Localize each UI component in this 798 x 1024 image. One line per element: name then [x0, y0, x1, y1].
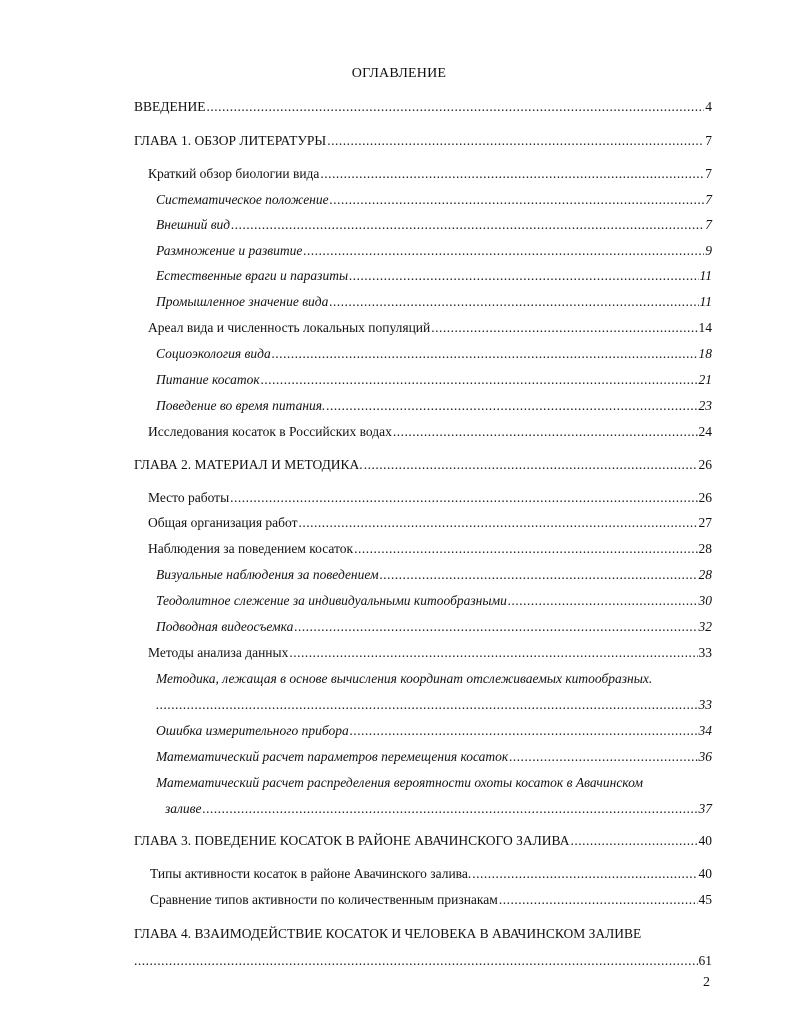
leader-dots: [393, 424, 698, 440]
toc-entry-page: 14: [698, 320, 712, 335]
toc-entry-page: 37: [698, 801, 712, 816]
toc-entry-subsection[interactable]: [156, 749, 712, 765]
page-title: ОГЛАВЛЕНИЕ: [351, 66, 447, 81]
toc-entry-introduction[interactable]: [134, 99, 712, 115]
toc-entry-subsection-continuation[interactable]: [165, 801, 712, 817]
toc-entry-label: Систематическое положение: [156, 192, 329, 207]
toc-entry-page: 45: [698, 892, 712, 907]
leader-dots: [431, 320, 697, 336]
toc-entry-subsection[interactable]: [156, 398, 712, 414]
toc-entry-section[interactable]: [148, 166, 712, 182]
toc-entry-chapter-2[interactable]: [134, 457, 712, 473]
toc-entry-subsection[interactable]: [156, 192, 712, 208]
toc-entry-page: 26: [698, 490, 712, 505]
toc-entry-label: Методы анализа данных: [148, 645, 289, 660]
toc-entry-subsection[interactable]: [156, 217, 712, 233]
toc-entry-page: 36: [698, 749, 712, 764]
toc-entry-chapter-4-line1[interactable]: ГЛАВА 4. ВЗАИМОДЕЙСТВИЕ КОСАТОК И ЧЕЛОВЕКА В АВАЧИНСКОМ ЗАЛИВЕ: [134, 926, 642, 941]
toc-entry-label: Исследования косаток в Российских водах: [148, 424, 392, 439]
toc-entry-section[interactable]: [148, 490, 712, 506]
leader-dots: [326, 398, 697, 414]
leader-dots: [350, 723, 698, 739]
toc-entry-section[interactable]: [148, 424, 712, 440]
toc-entry-section[interactable]: [148, 320, 712, 336]
toc-entry-page: 7: [705, 217, 712, 232]
leader-dots: [261, 372, 698, 388]
toc-entry-page: 32: [698, 619, 712, 634]
leader-dots: [206, 99, 704, 115]
toc-entry-page: 30: [698, 593, 712, 608]
toc-entry-page: 33: [698, 697, 712, 712]
toc-entry-section[interactable]: [148, 645, 712, 661]
toc-entry-subsection[interactable]: [156, 294, 712, 310]
toc-entry-page: 7: [705, 133, 712, 148]
toc-entry-label: Естественные враги и паразиты: [156, 268, 349, 283]
leader-dots: [380, 567, 698, 583]
leader-dots: [230, 490, 697, 506]
leader-dots: [570, 833, 697, 849]
leader-dots: [508, 593, 698, 609]
toc-entry-subsection[interactable]: [156, 619, 712, 635]
toc-entry-page: 34: [698, 723, 712, 738]
toc-entry-label: ГЛАВА 3. ПОВЕДЕНИЕ КОСАТОК В РАЙОНЕ АВАЧИНСКОГО ЗАЛИВА: [134, 833, 570, 848]
toc-entry-section[interactable]: [148, 515, 712, 531]
leader-dots: [354, 541, 697, 557]
toc-entry-page: 21: [698, 372, 712, 387]
toc-entry-label: Размножение и развитие: [156, 243, 303, 258]
toc-entry-label: Внешний вид: [156, 217, 231, 232]
leader-dots: [349, 268, 698, 284]
toc-entry-label: Социоэкология вида: [156, 346, 271, 361]
toc-entry-label-line1[interactable]: Математический расчет распределения вероятности охоты косаток в Авачинском: [156, 775, 643, 790]
toc-entry-subsection-continuation[interactable]: [156, 697, 712, 713]
toc-entry-section[interactable]: [150, 866, 712, 882]
toc-entry-page: 18: [698, 346, 712, 361]
toc-entry-label: Питание косаток: [156, 372, 260, 387]
toc-entry-subsection[interactable]: [156, 593, 712, 609]
toc-entry-page: 7: [705, 166, 712, 181]
toc-entry-label: Промышленное значение вида: [156, 294, 329, 309]
toc-entry-section[interactable]: [148, 541, 712, 557]
toc-entry-label: ГЛАВА 2. МАТЕРИАЛ И МЕТОДИКА.: [134, 457, 363, 472]
toc-entry-label: Ошибка измерительного прибора: [156, 723, 349, 738]
toc-entry-label: Наблюдения за поведением косаток: [148, 541, 354, 556]
toc-entry-chapter-4-continuation[interactable]: [134, 953, 712, 969]
toc-entry-label: Типы активности косаток в районе Авачинского залива.: [150, 866, 472, 881]
leader-dots: [299, 515, 698, 531]
leader-dots: [303, 243, 704, 259]
leader-dots: [509, 749, 697, 765]
toc-entry-label: Ареал вида и численность локальных популяций: [148, 320, 431, 335]
leader-dots: [327, 133, 704, 149]
toc-entry-page: 33: [698, 645, 712, 660]
toc-entry-section[interactable]: [150, 892, 712, 908]
leader-dots: [294, 619, 697, 635]
toc-entry-label: Сравнение типов активности по количественным признакам: [150, 892, 498, 907]
toc-entry-label: Общая организация работ: [148, 515, 298, 530]
toc-entry-page: 26: [698, 457, 712, 472]
leader-dots: [329, 294, 698, 310]
leader-dots: [364, 457, 698, 473]
leader-dots: [134, 953, 698, 969]
toc-entry-label: Теодолитное слежение за индивидуальными китообразными: [156, 593, 507, 608]
toc-entry-label-line1[interactable]: Методика, лежащая в основе вычисления координат отслеживаемых китообразных.: [156, 671, 653, 686]
toc-entry-subsection[interactable]: [156, 268, 712, 284]
toc-entry-page: 24: [698, 424, 712, 439]
toc-entry-label: Место работы: [148, 490, 230, 505]
toc-entry-label: Визуальные наблюдения за поведением: [156, 567, 379, 582]
toc-entry-page: 27: [698, 515, 712, 530]
toc-entry-subsection[interactable]: [156, 723, 712, 739]
toc-entry-page: 7: [705, 192, 712, 207]
page-number: 2: [703, 975, 710, 990]
toc-entry-subsection[interactable]: [156, 243, 712, 259]
toc-entry-page: 61: [698, 953, 712, 968]
toc-entry-page: 40: [698, 833, 712, 848]
toc-entry-page: 23: [698, 398, 712, 413]
leader-dots: [203, 801, 698, 817]
toc-entry-label: Математический расчет параметров перемещения косаток: [156, 749, 509, 764]
toc-entry-label: Краткий обзор биологии вида: [148, 166, 320, 181]
toc-entry-label: ГЛАВА 1. ОБЗОР ЛИТЕРАТУРЫ: [134, 133, 327, 148]
toc-entry-page: 4: [705, 99, 712, 114]
toc-entry-page: 28: [698, 567, 712, 582]
toc-entry-page: 40: [698, 866, 712, 881]
leader-dots: [330, 192, 705, 208]
toc-entry-page: 11: [699, 268, 712, 283]
leader-dots: [472, 866, 697, 882]
leader-dots: [231, 217, 704, 233]
toc-entry-page: 11: [699, 294, 712, 309]
toc-entry-subsection[interactable]: [156, 372, 712, 388]
toc-entry-page: 9: [705, 243, 712, 258]
toc-entry-label: Поведение во время питания.: [156, 398, 326, 413]
toc-entry-chapter-1[interactable]: [134, 133, 712, 149]
toc-entry-label-line2: заливе: [165, 801, 202, 816]
toc-entry-chapter-3[interactable]: [134, 833, 712, 849]
leader-dots: [499, 892, 698, 908]
leader-dots: [156, 697, 698, 713]
toc-entry-subsection[interactable]: [156, 346, 712, 362]
toc-entry-label: Подводная видеосъемка: [156, 619, 294, 634]
leader-dots: [289, 645, 697, 661]
leader-dots: [320, 166, 704, 182]
toc-entry-label: ВВЕДЕНИЕ: [134, 99, 206, 114]
toc-entry-page: 28: [698, 541, 712, 556]
leader-dots: [272, 346, 698, 362]
toc-entry-subsection[interactable]: [156, 567, 712, 583]
